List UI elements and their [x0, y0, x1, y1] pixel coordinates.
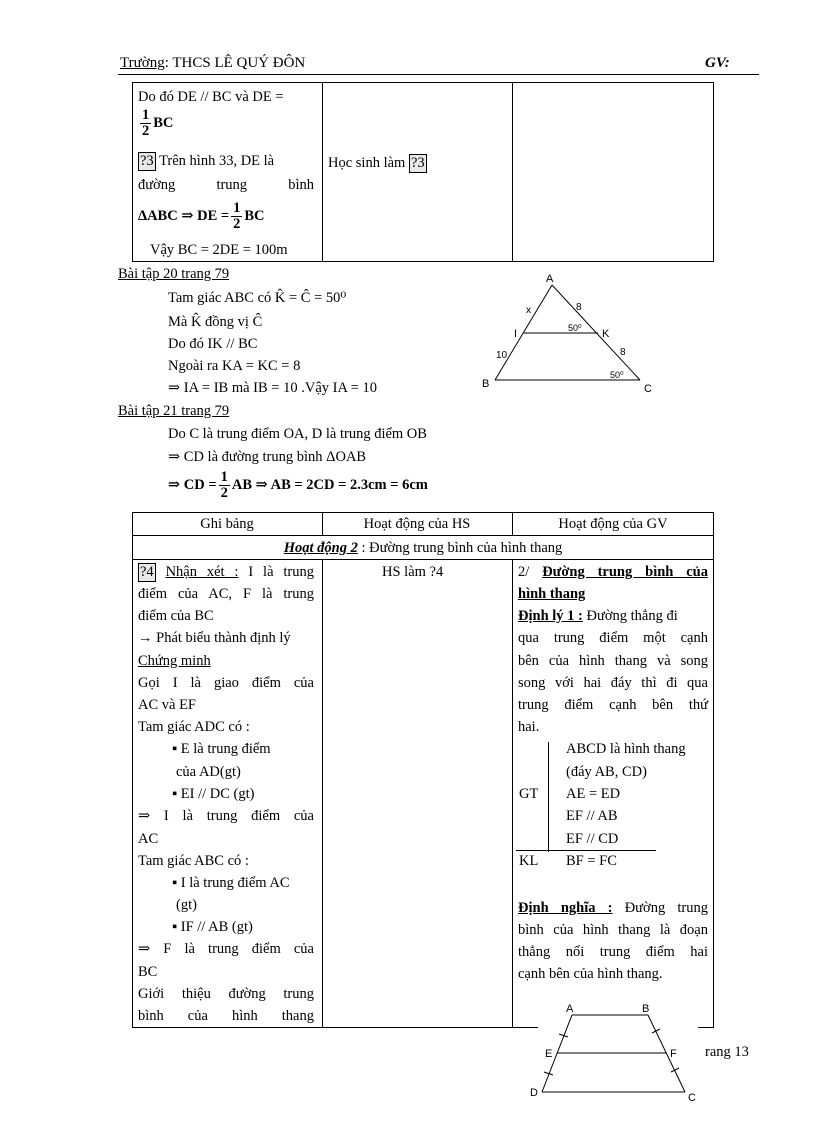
main-body-divider-1 [322, 559, 323, 1028]
c1-line-7: AC và EF [138, 697, 196, 713]
ex20-title: Bài tập 20 trang 79 [118, 266, 230, 282]
col-header-ghi-bang: Ghi bảng [200, 516, 254, 532]
c3-thm-2: qua trung điểm một cạnh [518, 630, 708, 646]
top-line-1: Do đó DE // BC và DE = [138, 89, 284, 105]
l5-before: ΔABC ⇒ DE = [138, 207, 230, 224]
main-header-rule [132, 535, 714, 536]
l3-before: ⇒ CD = [168, 476, 217, 493]
c1-line-2: điểm của AC, F là trung [138, 586, 314, 602]
frac-den: 2 [233, 216, 241, 232]
label-d: D [530, 1087, 538, 1099]
ex20-line-2: Mà K̂ đồng vị Ĉ [168, 314, 263, 330]
label-x: x [526, 305, 531, 316]
c1-line-4: → Phát biểu thành định lý [138, 630, 291, 646]
frac-num: 1 [220, 469, 228, 485]
gt-kl-divider [548, 742, 549, 852]
thm-label: Định lý 1 : [518, 608, 583, 624]
activity-title: : Đường trung bình của hình thang [357, 540, 563, 556]
c1-line-21: bình của hình thang [138, 1008, 314, 1024]
school-name: : THCS LÊ QUÝ ĐÔN [164, 55, 306, 71]
frac-after: BC [153, 114, 174, 131]
header-rule [118, 74, 759, 75]
ex20-line-4: Ngoài ra KA = KC = 8 [168, 358, 301, 374]
ex21-line-1: Do C là trung điểm OA, D là trung điểm OB [168, 426, 427, 442]
label-e: E [545, 1048, 553, 1060]
top-line-3 [138, 150, 274, 172]
label-a: A [566, 1003, 574, 1015]
col-header-gv: Hoạt động của GV [558, 516, 668, 532]
angle-c: 50⁰ [610, 370, 624, 380]
gt-line-3: AE = ED [566, 786, 621, 802]
q3-text: Trên hình 33, DE là [159, 153, 275, 169]
ex21-title: Bài tập 21 trang 79 [118, 403, 230, 419]
label-k: K [602, 328, 610, 340]
c1-line-18: ⇒ F là trung điểm của [138, 941, 314, 957]
c1-line-8: Tam giác ADC có : [138, 719, 250, 735]
label-b: B [482, 378, 490, 390]
fraction [231, 201, 242, 232]
top-line-2 [138, 108, 173, 139]
c1-line-6: Gọi I là giao điểm của [138, 675, 314, 691]
gt-line-2: (đáy AB, CD) [566, 764, 647, 780]
c1-line-19: BC [138, 964, 158, 980]
label-8a: 8 [576, 302, 582, 313]
c1-line-5: Chứng minh [138, 653, 211, 669]
c1-line-14: Tam giác ABC có : [138, 853, 249, 869]
c3-def-3: thẳng nối trung điểm hai [518, 944, 708, 960]
frac-den: 2 [142, 123, 150, 139]
page-number: rang 13 [705, 1044, 749, 1060]
c1-line-3: điểm của BC [138, 608, 214, 624]
fraction [140, 108, 151, 139]
l3-after: AB ⇒ AB = 2CD = 2.3cm = 6cm [231, 476, 428, 493]
c1-line-16: (gt) [176, 897, 197, 913]
label-c: C [688, 1092, 696, 1104]
c1-line-10: của AD(gt) [176, 764, 241, 780]
activity-row [132, 537, 714, 559]
c1-line-12: ⇒ I là trung điểm của [138, 808, 314, 824]
c3-def-1 [518, 897, 708, 919]
label-c: C [644, 383, 652, 395]
c3-def-4: cạnh bên của hình thang. [518, 966, 663, 982]
c3-section-title-1 [518, 561, 708, 583]
school-label: Trường [120, 55, 165, 71]
label-i: I [514, 328, 518, 340]
gt-line-1: ABCD là hình thang [566, 741, 686, 757]
frac-den: 2 [220, 485, 228, 501]
c3-thm-6: hai. [518, 719, 540, 735]
activity-label: Hoạt động 2 [283, 540, 358, 556]
gt-label: GT [519, 786, 539, 802]
def-text: Đường trung [612, 900, 708, 916]
c3-def-2: bình của hình thang là đoạn [518, 922, 708, 938]
ex20-line-3: Do đó IK // BC [168, 336, 258, 352]
gt-line-4: EF // AB [566, 808, 618, 824]
nx-label: Nhận xét : [165, 564, 239, 580]
frac-num: 1 [142, 107, 150, 123]
label-10: 10 [496, 350, 508, 361]
sec-title-1: Đường trung bình của [542, 564, 709, 580]
label-b: B [642, 1003, 650, 1015]
top-line-4: đường trung bình [138, 177, 314, 193]
nx-text: I là trung [238, 564, 314, 580]
c1-line-17: ▪ IF // AB (gt) [172, 919, 253, 935]
c2-line-1: HS làm ?4 [382, 564, 444, 580]
col-header-hs: Hoạt động của HS [363, 516, 471, 532]
top-line-6: Vậy BC = 2DE = 100m [150, 242, 288, 258]
c1-line-9: ▪ E là trung điểm [172, 741, 271, 757]
c3-thm-5: trung điểm cạnh bên thứ [518, 697, 708, 713]
q3-box: ?3 [140, 153, 154, 169]
fraction [219, 470, 230, 501]
ex21-line-2: ⇒ CD là đường trung bình ΔOAB [168, 449, 367, 465]
kl-label: KL [519, 853, 539, 869]
ex21-line-3 [168, 470, 428, 501]
ex20-line-5: ⇒ IA = IB mà IB = 10 .Vậy IA = 10 [168, 380, 378, 396]
c3-thm-1 [518, 605, 678, 627]
c1-line-11: ▪ EI // DC (gt) [172, 786, 255, 802]
label-a: A [546, 273, 554, 285]
c1-line-20: Giới thiệu đường trung [138, 986, 314, 1002]
def-label: Định nghĩa : [518, 900, 613, 916]
ex20-line-1: Tam giác ABC có K̂ = Ĉ = 50⁰ [168, 290, 347, 306]
angle-k: 50⁰ [568, 323, 582, 333]
kl-line-1: BF = FC [566, 853, 617, 869]
frac-num: 1 [233, 200, 241, 216]
q4-box: ?4 [140, 564, 154, 580]
thm-text: Đường thẳng đi [582, 608, 678, 624]
top-line-5 [138, 201, 265, 232]
c1-line-1 [138, 561, 314, 583]
gt-line-5: EF // CD [566, 831, 619, 847]
c3-thm-3: bên của hình thang và song [518, 653, 708, 669]
teacher-label: GV: [705, 55, 730, 71]
trapezoid-figure [530, 1000, 710, 1105]
top-table-divider-1 [322, 82, 323, 262]
mid-q3-box: ?3 [410, 155, 425, 171]
top-mid [328, 152, 427, 174]
main-body-divider-2 [512, 559, 513, 1028]
c3-thm-4: song với hai đáy thì đi qua [518, 675, 708, 691]
sec-num: 2/ [518, 564, 543, 580]
c3-section-title-2: hình thang [518, 586, 586, 602]
l5-after: BC [244, 207, 265, 224]
main-activity-rule [132, 559, 714, 560]
top-table-divider-2 [512, 82, 513, 262]
triangle-figure [480, 270, 660, 395]
label-f: F [670, 1048, 677, 1060]
mid-text: Học sinh làm [328, 155, 406, 171]
c1-line-15: ▪ I là trung điểm AC [172, 875, 290, 891]
header-school [120, 55, 305, 72]
label-8b: 8 [620, 347, 626, 358]
c1-line-13: AC [138, 831, 159, 847]
